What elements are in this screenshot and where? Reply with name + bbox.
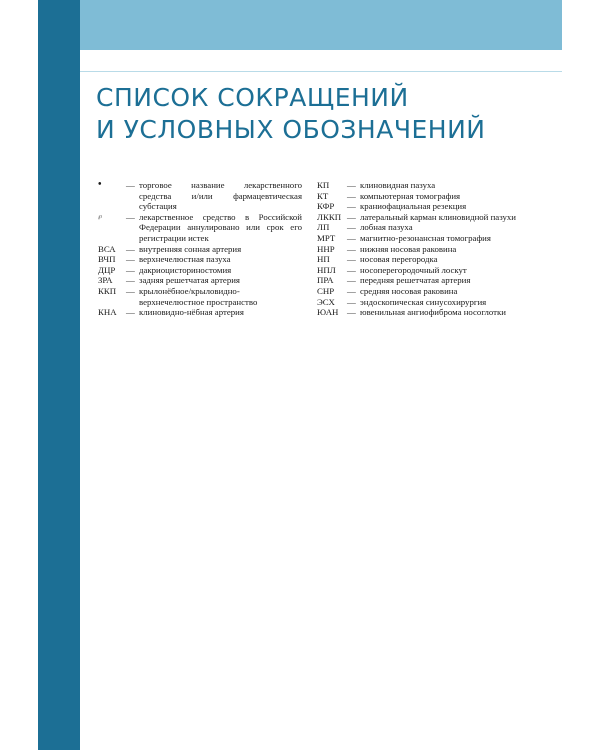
entry-definition: магнитно-резонансная томография xyxy=(360,232,491,243)
entry-abbreviation: ВСА xyxy=(98,243,116,254)
entry-dash: — xyxy=(347,285,356,296)
abbreviation-entry xyxy=(317,191,549,202)
entry-definition: передняя решетчатая артерия xyxy=(360,275,471,286)
entry-definition: задняя решетчатая артерия xyxy=(139,275,240,286)
abbreviation-entry xyxy=(317,233,549,244)
entry-definition: торговое название лекарственного средства и/или фармацевтическая субстация xyxy=(139,180,302,212)
entry-definition: нижняя носовая раковина xyxy=(360,243,457,254)
entry-dash: — xyxy=(126,275,135,286)
entry-definition: крылонёбное/крыловидно-верхнечелюстное пространство xyxy=(139,285,258,307)
entry-dash: — xyxy=(347,222,356,233)
abbreviation-entry xyxy=(98,180,302,212)
entry-abbreviation: ККП xyxy=(98,285,117,296)
entry-abbreviation: КТ xyxy=(317,190,329,201)
entry-dash: — xyxy=(347,190,356,201)
page-title-line-2: И УСЛОВНЫХ ОБОЗНАЧЕНИЙ xyxy=(96,115,486,144)
entry-definition: клиновидно-нёбная артерия xyxy=(139,307,244,318)
entry-dash: — xyxy=(126,254,135,265)
entry-definition: лобная пазуха xyxy=(360,222,413,233)
abbreviations-left-column xyxy=(98,180,302,318)
entry-dash: — xyxy=(126,285,135,296)
abbreviation-entry xyxy=(317,286,549,297)
entry-dash: — xyxy=(126,180,135,190)
entry-abbreviation: ЮАН xyxy=(317,307,339,318)
page-title xyxy=(96,82,485,146)
entry-abbreviation: ЛККП xyxy=(317,211,342,222)
abbreviation-entry xyxy=(317,297,549,308)
entry-definition: компьютерная томография xyxy=(360,190,461,201)
abbreviation-entry xyxy=(317,265,549,276)
entry-abbreviation: ДЦР xyxy=(98,264,116,275)
abbreviation-entry xyxy=(317,244,549,255)
top-color-band xyxy=(80,0,562,50)
abbreviation-entry xyxy=(98,265,302,276)
entry-definition: носовая перегородка xyxy=(360,254,438,265)
entry-definition: внутренняя сонная артерия xyxy=(139,243,242,254)
entry-dash: — xyxy=(347,232,356,243)
abbreviation-entry xyxy=(317,180,549,191)
abbreviation-entry xyxy=(98,254,302,265)
entry-dash: — xyxy=(347,180,356,190)
entry-dash: — xyxy=(347,296,356,307)
page-title-line-1: СПИСОК СОКРАЩЕНИЙ xyxy=(96,83,409,112)
cancelled-registration-marker-icon: ℘ xyxy=(98,213,103,220)
entry-dash: — xyxy=(347,254,356,265)
entry-dash: — xyxy=(347,211,356,222)
abbreviation-entry xyxy=(317,222,549,233)
entry-abbreviation: КП xyxy=(317,180,330,190)
entry-definition: средняя носовая раковина xyxy=(360,285,458,296)
title-divider xyxy=(80,71,562,72)
entry-abbreviation: СНР xyxy=(317,285,335,296)
entry-definition: клиновидная пазуха xyxy=(360,180,436,190)
entry-abbreviation: КНА xyxy=(98,307,117,318)
entry-definition: дакриоцисториностомия xyxy=(139,264,232,275)
entry-abbreviation: ЗРА xyxy=(98,275,113,286)
trade-name-marker-icon: • xyxy=(98,179,102,190)
entry-dash: — xyxy=(347,243,356,254)
entry-definition: эндоскопическая синусохирургия xyxy=(360,296,487,307)
abbreviation-entry xyxy=(317,275,549,286)
entry-definition: латеральный карман клиновидной пазухи xyxy=(360,211,516,222)
abbreviation-entry xyxy=(98,286,302,307)
entry-definition: лекарственное средство в Российской Федерации аннулировано или срок его регистрации истек xyxy=(139,211,302,243)
entry-abbreviation: МРТ xyxy=(317,232,336,243)
entry-definition: верхнечелюстная пазуха xyxy=(139,254,231,265)
entry-definition: краниофациальная резекция xyxy=(360,201,467,212)
entry-dash: — xyxy=(347,275,356,286)
entry-dash: — xyxy=(347,307,356,318)
abbreviation-entry xyxy=(317,307,549,318)
entry-abbreviation: ЛП xyxy=(317,222,330,233)
entry-dash: — xyxy=(126,243,135,254)
entry-abbreviation: ННР xyxy=(317,243,335,254)
entry-abbreviation: ЭСХ xyxy=(317,296,335,307)
entry-abbreviation: КФР xyxy=(317,201,335,212)
abbreviation-entry xyxy=(317,254,549,265)
entry-dash: — xyxy=(347,201,356,212)
left-accent-bar xyxy=(38,0,80,750)
abbreviation-entry xyxy=(98,212,302,244)
entry-abbreviation: НПЛ xyxy=(317,264,336,275)
entry-abbreviation: ВЧП xyxy=(98,254,116,265)
abbreviation-entry xyxy=(98,244,302,255)
abbreviations-right-column xyxy=(317,180,549,318)
entry-definition: ювенильная ангиофиброма носоглотки xyxy=(360,307,506,318)
entry-dash: — xyxy=(347,264,356,275)
abbreviation-entry xyxy=(98,275,302,286)
entry-definition: носоперегородочный лоскут xyxy=(360,264,467,275)
entry-abbreviation: НП xyxy=(317,254,330,265)
abbreviation-entry xyxy=(317,201,549,212)
entry-dash: — xyxy=(126,264,135,275)
entry-dash: — xyxy=(126,307,135,318)
abbreviation-entry xyxy=(317,212,549,223)
entry-dash: — xyxy=(126,211,135,222)
abbreviation-entry xyxy=(98,307,302,318)
entry-abbreviation: ПРА xyxy=(317,275,334,286)
